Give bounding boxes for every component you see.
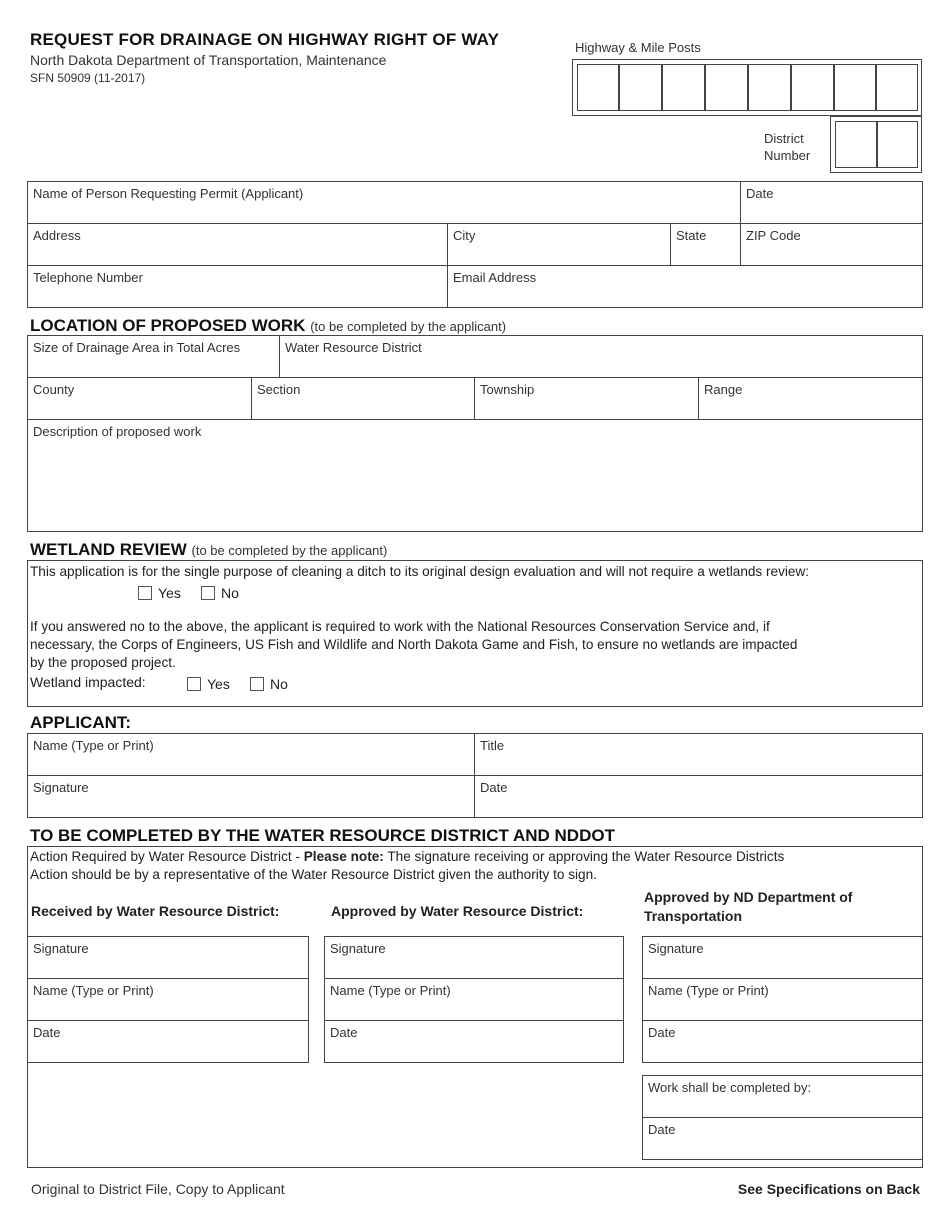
range-label: Range [704,382,743,397]
received-name-label: Name (Type or Print) [33,983,154,998]
mile-post-digit-1[interactable] [577,64,619,111]
section-field[interactable] [251,377,475,420]
applicant-signature-label: Signature [33,780,89,795]
description-field[interactable] [27,419,923,532]
received-name-field[interactable] [27,978,309,1021]
mile-post-digit-4[interactable] [705,64,748,111]
section-label: Section [257,382,301,397]
approved-name-label: Name (Type or Print) [330,983,451,998]
description-label: Description of proposed work [33,424,202,439]
highway-mile-posts-label: Highway & Mile Posts [575,40,701,55]
wetland-impacted-no-checkbox[interactable] [250,677,264,691]
wetland-instruction-line-3: by the proposed project. [30,655,176,670]
wetland-impacted-no-label: No [270,676,288,692]
township-label: Township [480,382,535,397]
approved-signature-label: Signature [330,941,386,956]
wetland-no-checkbox[interactable] [201,586,215,600]
department-name: North Dakota Department of Transportation, Maintenance [30,52,387,68]
applicant-title-label: Title [480,738,505,753]
district-digit-2[interactable] [877,121,918,168]
wetland-no-label: No [221,585,239,601]
district-label-line-2: Number [764,148,811,163]
applicant-section-title: APPLICANT: [30,713,132,732]
request-date-label: Date [746,186,774,201]
applicant-signature-field[interactable] [27,775,475,818]
footer-specifications-note: See Specifications on Back [737,1181,920,1197]
applicant-print-name-label: Name (Type or Print) [33,738,154,753]
district-digit-1[interactable] [835,121,877,168]
district-section-title: TO BE COMPLETED BY THE WATER RESOURCE DISTRICT AND NDDOT [30,826,615,845]
city-field[interactable] [447,223,671,266]
form-number: SFN 50909 (11-2017) [30,71,146,85]
wetland-title-note: (to be completed by the applicant) [191,543,388,558]
mile-post-digit-5[interactable] [748,64,791,111]
mile-post-digit-8[interactable] [876,64,918,111]
wetland-impacted-label: Wetland impacted: [30,674,146,690]
wetland-instruction-line-1: If you answered no to the above, the applicant is required to work with the National Resources Conservation Service and, if [30,619,770,634]
mile-post-digit-7[interactable] [834,64,876,111]
applicant-title-field[interactable] [474,733,923,776]
address-field[interactable] [27,223,448,266]
county-label: County [33,382,75,397]
received-signature-label: Signature [33,941,89,956]
nddot-date-field[interactable] [642,1020,923,1063]
approved-signature-field[interactable] [324,936,624,979]
mile-post-digit-3[interactable] [662,64,705,111]
received-date-label: Date [33,1025,61,1040]
district-action-line-1 [30,848,784,866]
request-date-field[interactable] [740,181,923,224]
water-resource-district-label: Water Resource District [285,340,422,355]
nddot-header-line-1: Approved by ND Department of [644,889,853,905]
nddot-signature-label: Signature [648,941,704,956]
mile-post-digit-6[interactable] [791,64,834,111]
form-title: REQUEST FOR DRAINAGE ON HIGHWAY RIGHT OF WAY [30,30,500,49]
zip-code-field[interactable] [740,223,923,266]
footer-distribution-note: Original to District File, Copy to Applicant [31,1181,285,1197]
nddot-date-label: Date [648,1025,676,1040]
state-field[interactable] [670,223,741,266]
telephone-field[interactable] [27,265,448,308]
state-label: State [676,228,707,243]
drainage-size-label: Size of Drainage Area in Total Acres [33,340,241,355]
location-section-title [30,316,506,336]
nddot-name-label: Name (Type or Print) [648,983,769,998]
work-completed-by-label: Work shall be completed by: [648,1080,812,1095]
action-prefix: Action Required by Water Resource District - [30,849,304,864]
water-resource-district-field[interactable] [279,335,923,378]
approved-date-label: Date [330,1025,358,1040]
work-completed-by-field[interactable] [642,1075,923,1118]
location-title-text: LOCATION OF PROPOSED WORK [30,316,306,335]
wetland-impacted-yes-label: Yes [207,676,230,692]
wetland-statement: This application is for the single purpose of cleaning a ditch to its original design evaluation and will not require a wetlands review: [30,564,810,579]
action-text: The signature receiving or approving the Water Resource Districts [383,849,785,864]
county-field[interactable] [27,377,252,420]
wetland-yes-label: Yes [158,585,181,601]
applicant-date-label: Date [480,780,508,795]
please-note-text: Please note: [303,849,384,864]
telephone-label: Telephone Number [33,270,143,285]
township-field[interactable] [474,377,699,420]
district-number-frame [830,116,922,173]
highway-mile-posts-frame [572,59,922,116]
email-label: Email Address [453,270,537,285]
nddot-signature-field[interactable] [642,936,923,979]
work-completed-date-field[interactable] [642,1117,923,1160]
approved-header: Approved by Water Resource District: [331,903,584,919]
applicant-date-field[interactable] [474,775,923,818]
drainage-size-field[interactable] [27,335,280,378]
location-title-note: (to be completed by the applicant) [310,319,507,334]
received-header: Received by Water Resource District: [31,903,280,919]
work-completed-date-label: Date [648,1122,676,1137]
received-date-field[interactable] [27,1020,309,1063]
mile-post-digit-2[interactable] [619,64,662,111]
wetland-title-text: WETLAND REVIEW [30,540,187,559]
received-signature-field[interactable] [27,936,309,979]
wetland-instruction-line-2: necessary, the Corps of Engineers, US Fish and Wildlife and North Dakota Game and Fish, to ensure no wetlands are impacted [30,637,798,652]
zip-code-label: ZIP Code [746,228,801,243]
applicant-name-label: Name of Person Requesting Permit (Applicant) [33,186,304,201]
approved-name-field[interactable] [324,978,624,1021]
wetland-yes-checkbox[interactable] [138,586,152,600]
wetland-impacted-yes-checkbox[interactable] [187,677,201,691]
email-field[interactable] [447,265,923,308]
address-label: Address [33,228,81,243]
wetland-section-title [30,540,387,560]
city-label: City [453,228,476,243]
district-action-line-2: Action should be by a representative of the Water Resource District given the authority to sign. [30,867,597,882]
nddot-header-line-2: Transportation [644,908,743,924]
approved-date-field[interactable] [324,1020,624,1063]
range-field[interactable] [698,377,923,420]
district-label-line-1: District [764,131,804,146]
applicant-name-field[interactable] [27,181,741,224]
nddot-name-field[interactable] [642,978,923,1021]
applicant-print-name-field[interactable] [27,733,475,776]
